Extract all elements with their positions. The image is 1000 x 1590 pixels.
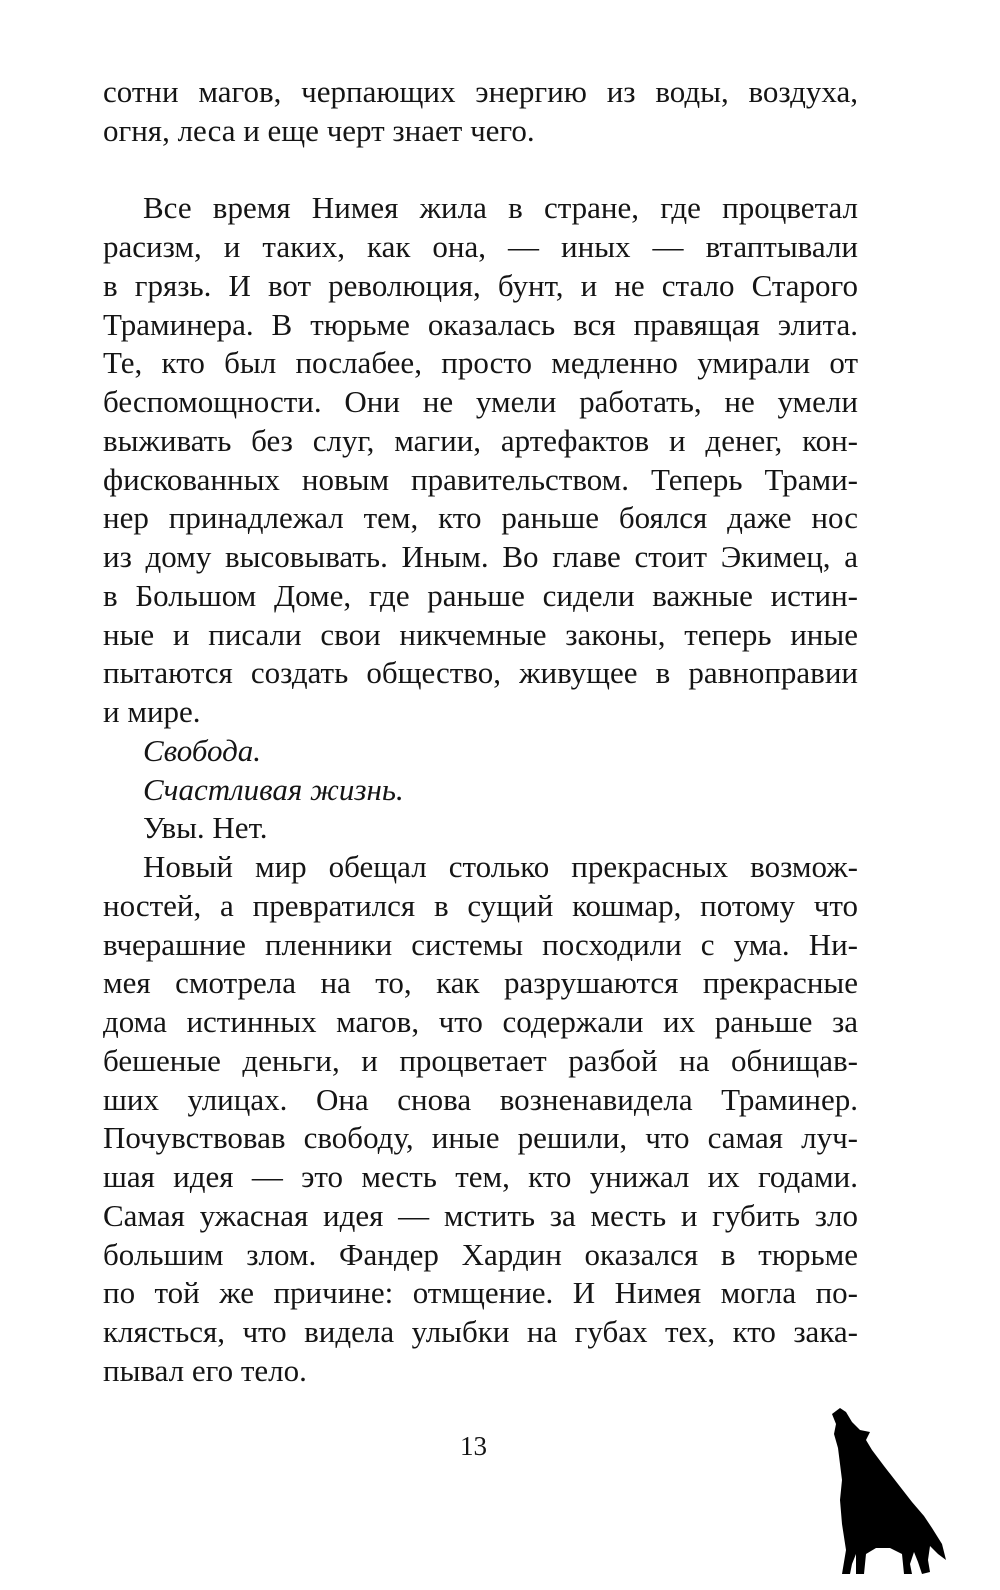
text-line: мея смотрела на то, как разрушаются прекрасные — [103, 965, 858, 1001]
page-number: 13 — [460, 1431, 487, 1461]
text-line: бешеные деньги, и процветает разбой на обнищав- — [103, 1042, 858, 1078]
text-line: Те, кто был послабее, просто медленно умирали от — [103, 345, 858, 381]
text-line: большим злом. Фандер Хардин оказался в тюрьме — [103, 1236, 858, 1272]
text-line: ших улицах. Она снова возненавидела Траминер. — [103, 1081, 858, 1117]
text-line: Траминера. В тюрьме оказалась вся правящая элита. — [103, 306, 858, 342]
text-line: пывал его тело. — [103, 1352, 307, 1388]
text-line: Все время Нимея жила в стране, где процветал — [143, 190, 858, 226]
text-line: ные и писали свои никчемные законы, теперь иные — [103, 616, 858, 652]
text-line: шая идея — это месть тем, кто унижал их годами. — [103, 1159, 858, 1194]
text-line: и мире. — [103, 694, 201, 729]
text-line: в грязь. И вот революция, бунт, и не стало Старого — [103, 267, 858, 303]
text-line: пытаются создать общество, живущее в равноправии — [103, 655, 858, 691]
text-line: Увы. Нет. — [143, 810, 268, 846]
text-line: клясться, что видела улыбки на губах тех, кто зака- — [103, 1314, 858, 1349]
text-line: огня, леса и еще черт знает чего. — [103, 112, 535, 148]
text-line: Почувствовав свободу, иные решили, что самая луч- — [103, 1120, 858, 1156]
text-line: ностей, а превратился в сущий кошмар, потому что — [103, 887, 858, 923]
text-line-italic: Счастливая жизнь. — [143, 771, 404, 807]
howling-wolf-icon — [826, 1404, 950, 1576]
text-line: дома истинных магов, что содержали их раньше за — [103, 1004, 858, 1039]
text-line: выживать без слуг, магии, артефактов и денег, кон- — [103, 422, 858, 458]
text-line: вчерашние пленники системы посходили с ума. Ни- — [103, 926, 858, 962]
text-line: в Большом Доме, где раньше сидели важные истин- — [103, 577, 858, 613]
page-body-text — [103, 73, 858, 1391]
wolf-silhouette — [832, 1408, 946, 1574]
text-line: фискованных новым правительством. Теперь Трами- — [103, 461, 858, 497]
text-line: из дому высовывать. Иным. Во главе стоит Экимец, а — [103, 539, 858, 574]
text-line-italic: Свобода. — [143, 732, 262, 768]
text-line: Самая ужасная идея — мстить за месть и губить зло — [103, 1197, 858, 1233]
text-line: Новый мир обещал столько прекрасных возмож- — [143, 849, 858, 884]
paragraph-gap — [103, 151, 858, 190]
text-line: по той же причине: отмщение. И Нимея могла по- — [103, 1275, 858, 1311]
text-line: расизм, и таких, как она, — иных — втаптывали — [103, 229, 858, 264]
text-line: беспомощности. Они не умели работать, не умели — [103, 384, 858, 419]
text-line: сотни магов, черпающих энергию из воды, воздуха, — [103, 74, 858, 109]
text-line: нер принадлежал тем, кто раньше боялся даже нос — [103, 500, 858, 536]
